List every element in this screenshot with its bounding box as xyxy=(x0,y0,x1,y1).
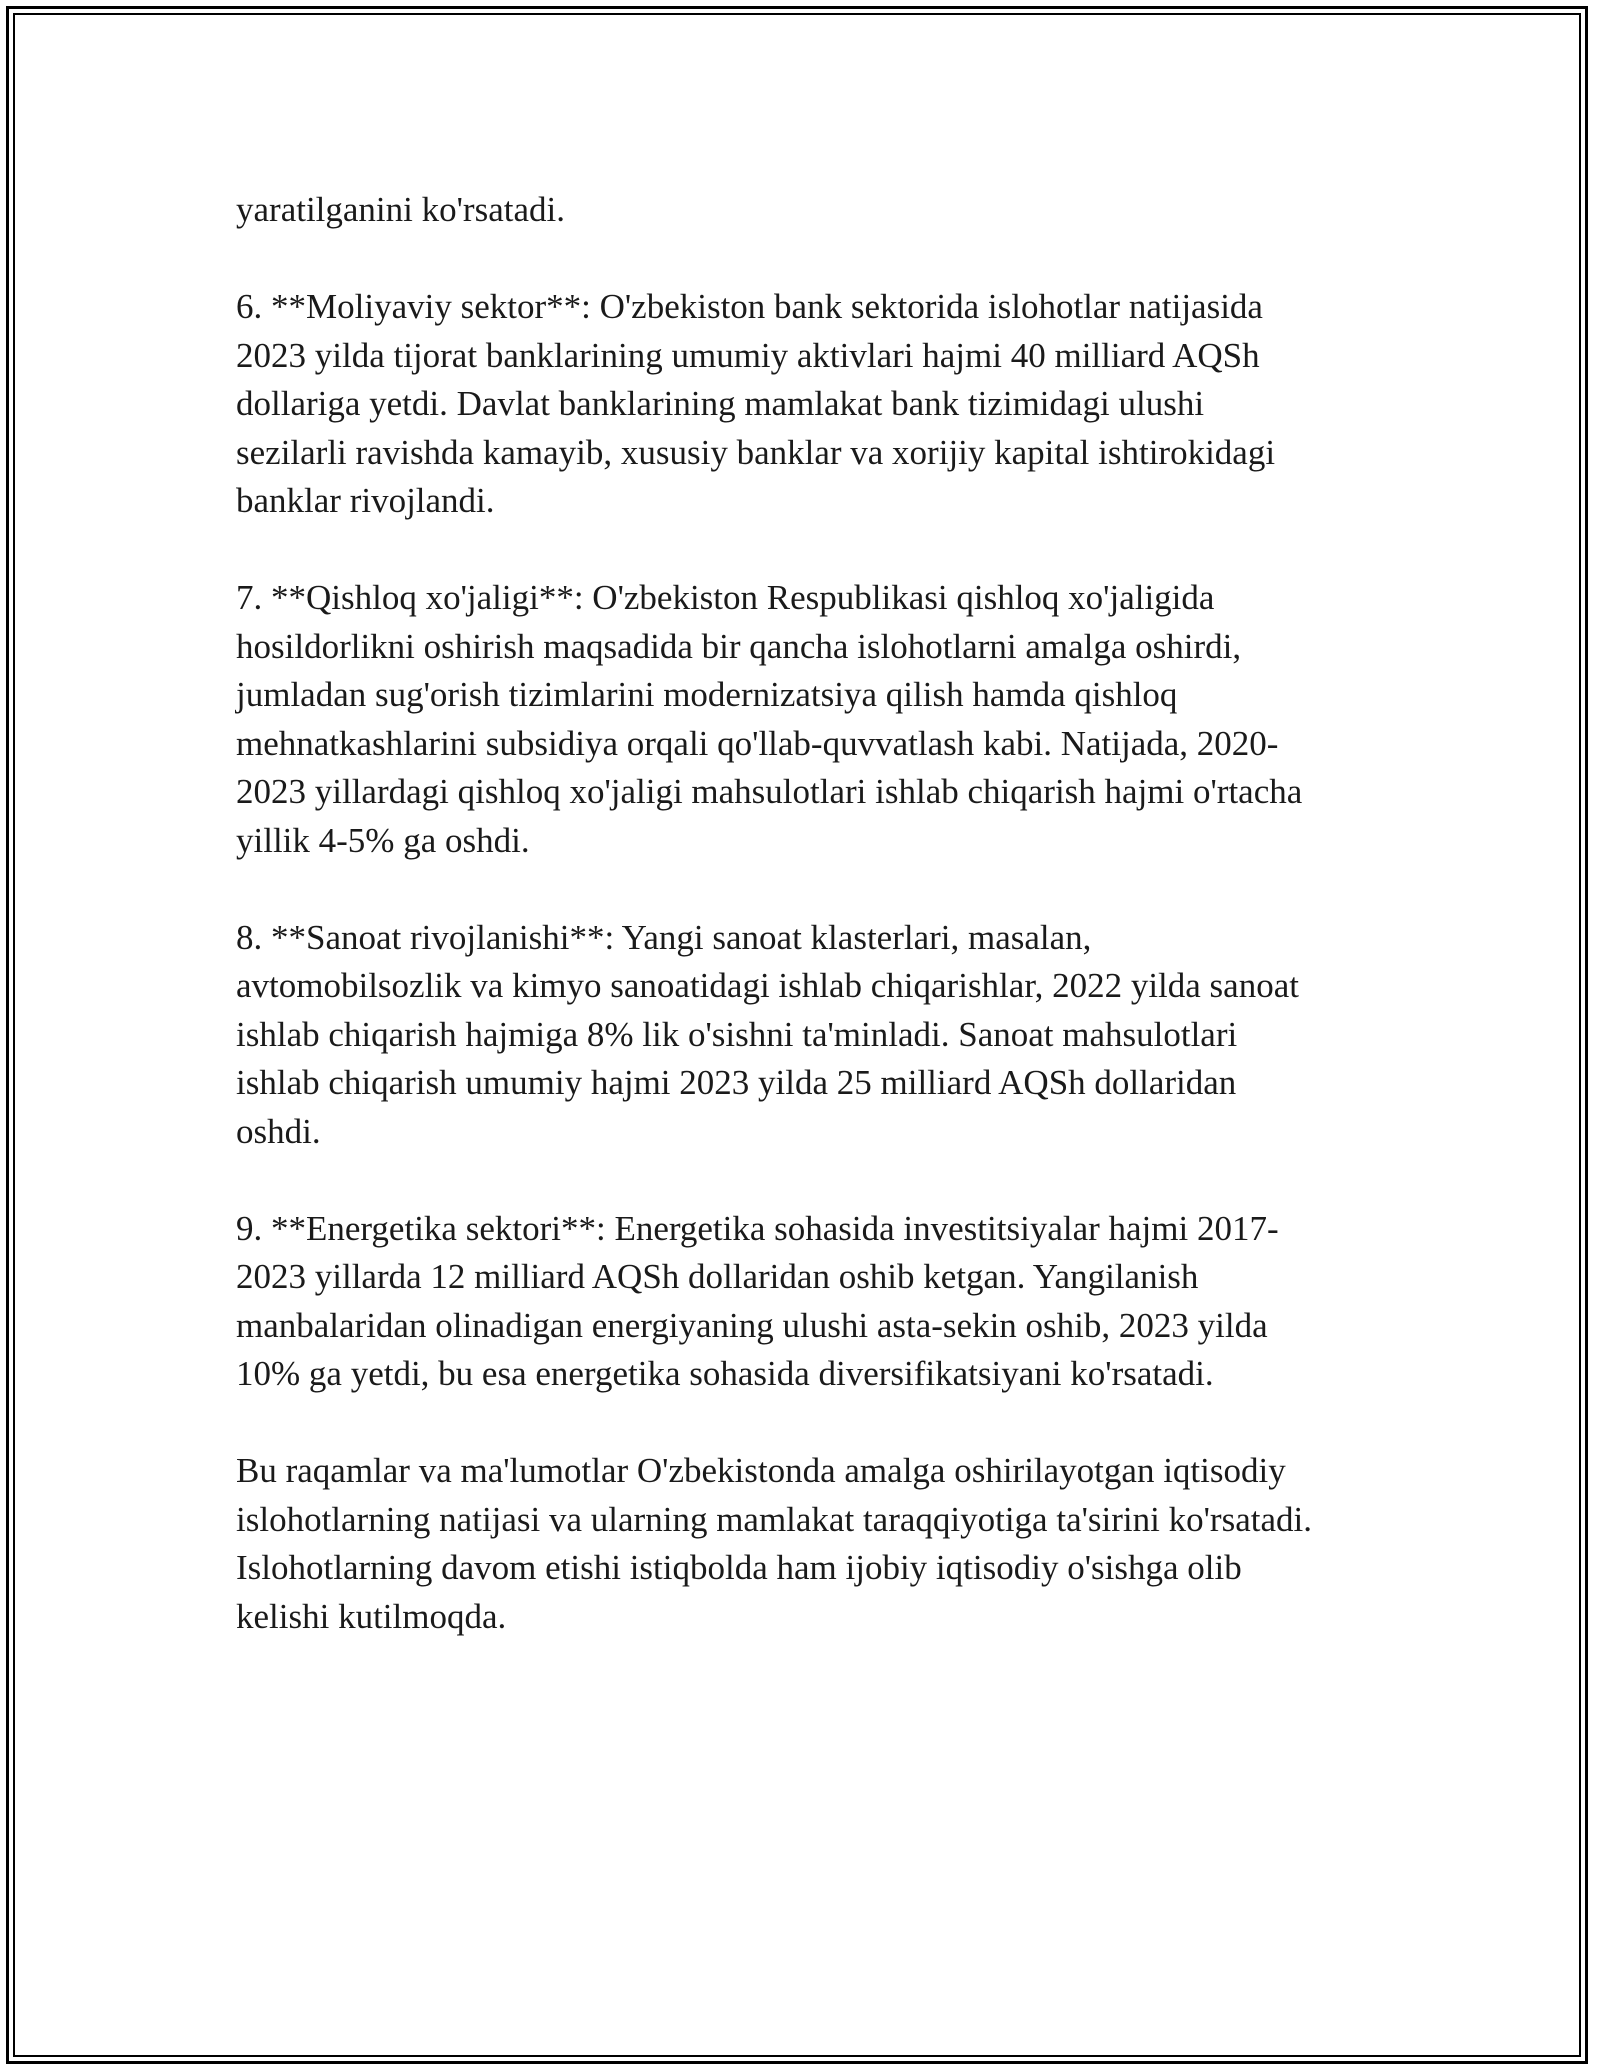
text-line: 8. **Sanoat rivojlanishi**: Yangi sanoat klasterlari, masalan, xyxy=(236,917,1092,957)
text-line: mehnatkashlarini subsidiya orqali qo'llab-quvvatlash kabi. Natijada, 2020- xyxy=(236,723,1279,763)
text-line: 2023 yilda tijorat banklarining umumiy aktivlari hajmi 40 milliard AQSh xyxy=(236,335,1260,375)
text-line: 10% ga yetdi, bu esa energetika sohasida diversifikatsiyani ko'rsatadi. xyxy=(236,1354,1214,1393)
paragraph-conclusion xyxy=(236,1447,1386,1641)
text-line: islohotlarning natijasi va ularning mamlakat taraqqiyotiga ta'sirini ko'rsatadi. xyxy=(236,1499,1312,1539)
text-line: yillik 4-5% ga oshdi. xyxy=(236,820,530,860)
text-line: 9. **Energetika sektori**: Energetika sohasida investitsiyalar hajmi 2017- xyxy=(236,1208,1279,1248)
text-line: yaratilganini ko'rsatadi. xyxy=(236,190,565,229)
text-line: ishlab chiqarish hajmiga 8% lik o'sishni ta'minladi. Sanoat mahsulotlari xyxy=(236,1014,1238,1054)
text-line: Bu raqamlar va ma'lumotlar O'zbekistonda amalga oshirilayotgan iqtisodiy xyxy=(236,1451,1286,1490)
text-line: jumladan sug'orish tizimlarini modernizatsiya qilish hamda qishloq xyxy=(236,675,1178,714)
text-line: 6. **Moliyaviy sektor**: O'zbekiston bank sektorida islohotlar natijasida xyxy=(236,287,1263,326)
text-line: sezilarli ravishda kamayib, xususiy banklar va xorijiy kapital ishtirokidagi xyxy=(236,432,1276,472)
paragraph-financial-sector xyxy=(236,283,1386,526)
text-line: 2023 yillardagi qishloq xo'jaligi mahsulotlari ishlab chiqarish hajmi o'rtacha xyxy=(236,772,1303,811)
paragraph-industry xyxy=(236,914,1386,1157)
text-line: 2023 yillarda 12 milliard AQSh dollaridan oshib ketgan. Yangilanish xyxy=(236,1257,1199,1296)
text-line: hosildorlikni oshirish maqsadida bir qancha islohotlarni amalga oshirdi, xyxy=(236,626,1242,666)
text-line: manbalaridan olinadigan energiyaning ulushi asta-sekin oshib, 2023 yilda xyxy=(236,1305,1268,1345)
text-line: 7. **Qishloq xo'jaligi**: O'zbekiston Respublikasi qishloq xo'jaligida xyxy=(236,578,1215,617)
text-line: ishlab chiqarish umumiy hajmi 2023 yilda 25 milliard AQSh dollaridan xyxy=(236,1063,1237,1102)
text-line: dollariga yetdi. Davlat banklarining mamlakat bank tizimidagi ulushi xyxy=(236,384,1205,423)
text-line: avtomobilsozlik va kimyo sanoatidagi ishlab chiqarishlar, 2022 yilda sanoat xyxy=(236,966,1299,1005)
paragraph-continuation xyxy=(236,186,1386,235)
text-line: kelishi kutilmoqda. xyxy=(236,1596,507,1636)
paragraph-energy xyxy=(236,1205,1386,1399)
paragraph-agriculture xyxy=(236,574,1386,865)
document-body xyxy=(236,186,1386,1690)
text-line: Islohotlarning davom etishi istiqbolda ham ijobiy iqtisodiy o'sishga olib xyxy=(236,1548,1242,1587)
text-line: oshdi. xyxy=(236,1111,321,1151)
text-line: banklar rivojlandi. xyxy=(236,481,495,520)
